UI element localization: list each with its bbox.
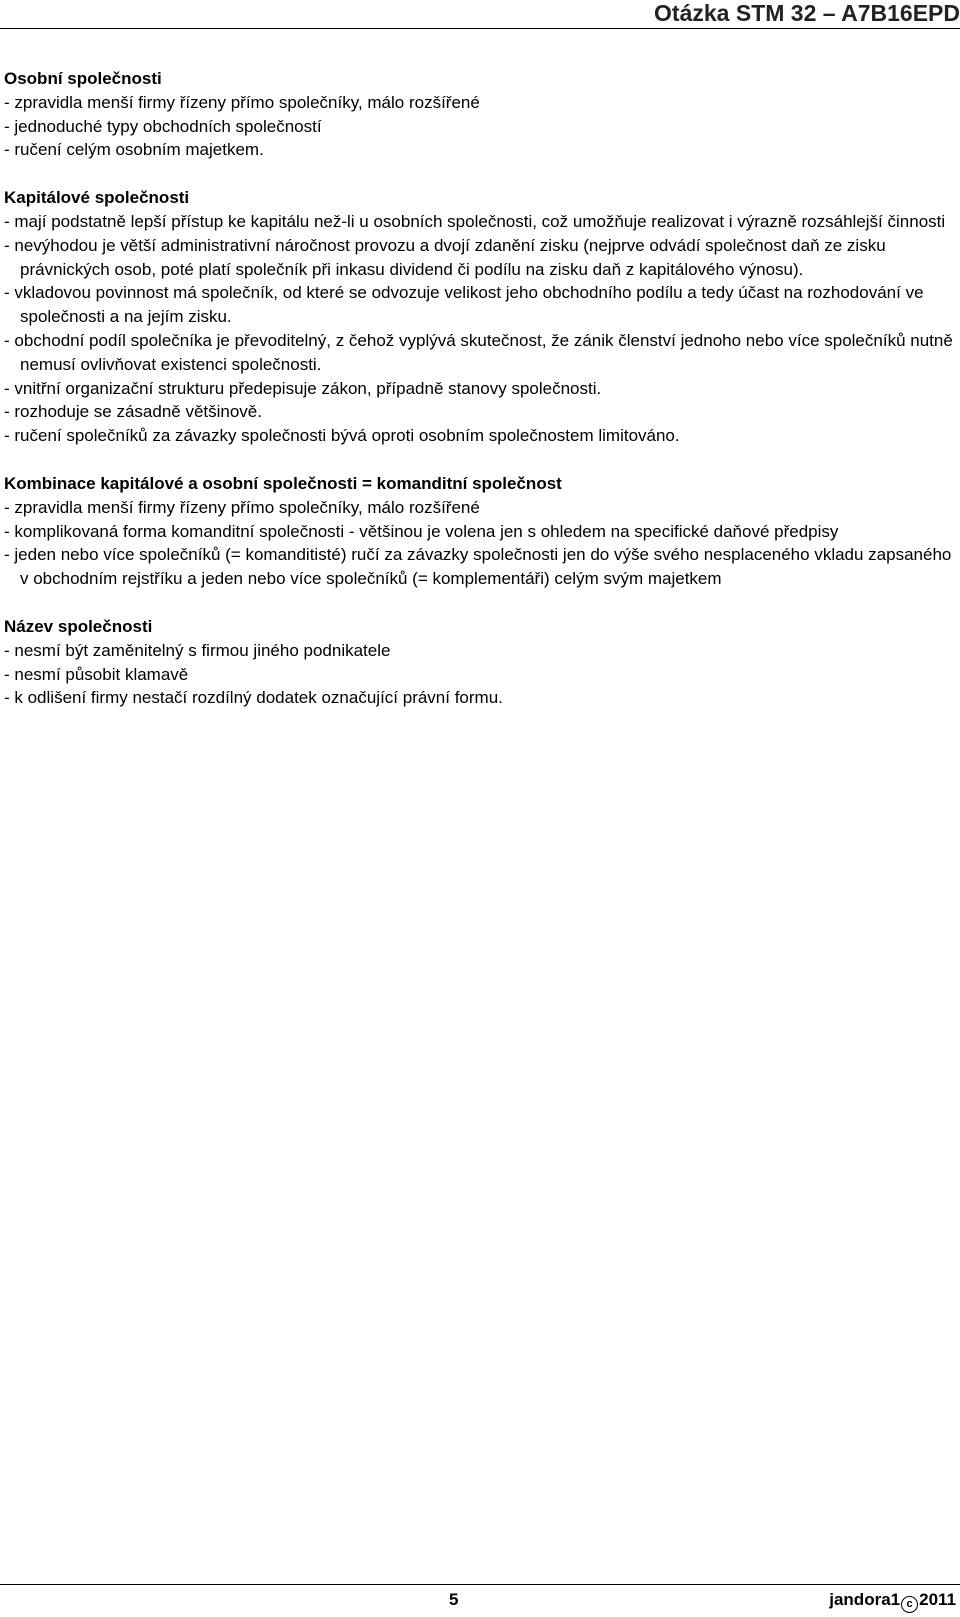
- list-item: - rozhoduje se zásadně většinově.: [4, 402, 262, 422]
- list-item: - vkladovou povinnost má společník, od které se odvozuje velikost jeho obchodního podílu a tedy účast na rozhodování ve společnosti a na jejím zisku.: [4, 283, 924, 327]
- list-item: - zpravidla menší firmy řízeny přímo společníky, málo rozšířené: [4, 497, 480, 517]
- section-nazev-spolecnosti: [4, 615, 954, 710]
- list-item: - mají podstatně lepší přístup ke kapitálu než-li u osobních společnosti, což umožňuje realizovat i výrazně rozsáhlejší činnosti: [4, 211, 946, 231]
- list-item: - jednoduché typy obchodních společností: [4, 116, 322, 136]
- section-kapitalove-spolecnosti: [4, 186, 954, 448]
- section-osobni-spolecnosti: [4, 67, 954, 162]
- list-item: - obchodní podíl společníka je převoditelný, z čehož vyplývá skutečnost, že zánik členství jednoho nebo více společníků nutně nemusí ovlivňovat existenci společnosti.: [4, 330, 953, 374]
- list-item: - nesmí být zaměnitelný s firmou jiného podnikatele: [4, 640, 391, 660]
- page-footer: [0, 1584, 960, 1617]
- list-item: - vnitřní organizační strukturu předepisuje zákon, případně stanovy společnosti.: [4, 378, 602, 398]
- header-divider: [0, 28, 960, 29]
- section-komanditni-spolecnost: [4, 472, 954, 591]
- section-title: Název společnosti: [4, 616, 153, 636]
- section-title: Kapitálové společnosti: [4, 188, 190, 208]
- copyright-icon: c: [901, 1596, 918, 1613]
- footer-divider: [0, 1584, 960, 1585]
- list-item: - komplikovaná forma komanditní společnosti - většinou je volena jen s ohledem na specifické daňové předpisy: [4, 521, 839, 541]
- page-number: 5: [449, 1590, 459, 1609]
- list-item: - ručení společníků za závazky společnosti bývá oproti osobním společnostem limitováno.: [4, 426, 680, 446]
- list-item: - k odlišení firmy nestačí rozdílný dodatek označující právní formu.: [4, 688, 503, 708]
- page-header: [0, 0, 960, 30]
- section-title: Kombinace kapitálové a osobní společnosti = komanditní společnost: [4, 473, 562, 493]
- author-name: jandora1: [829, 1590, 901, 1609]
- document-body: [4, 67, 954, 734]
- section-title: Osobní společnosti: [4, 69, 162, 88]
- list-item: - jeden nebo více společníků (= komanditisté) ručí za závazky společnosti jen do výše svého nesplaceného vkladu zapsaného v obchodním rejstříku a jeden nebo více společníků (= komplementáři) celým svým majetkem: [4, 545, 952, 589]
- footer-credit: [829, 1589, 956, 1613]
- copyright-year: 2011: [919, 1590, 956, 1609]
- list-item: - nesmí působit klamavě: [4, 664, 189, 684]
- list-item: - ručení celým osobním majetkem.: [4, 140, 264, 160]
- list-item: - nevýhodou je větší administrativní náročnost provozu a dvojí zdanění zisku (nejprve odvádí společnost daň ze zisku právnických osob, poté platí společník při inkasu dividend či podílu na zisku daň z kapitálového výnosu).: [4, 235, 886, 279]
- header-title: Otázka STM 32 – A7B16EPD: [654, 0, 960, 26]
- list-item: - zpravidla menší firmy řízeny přímo společníky, málo rozšířené: [4, 92, 480, 112]
